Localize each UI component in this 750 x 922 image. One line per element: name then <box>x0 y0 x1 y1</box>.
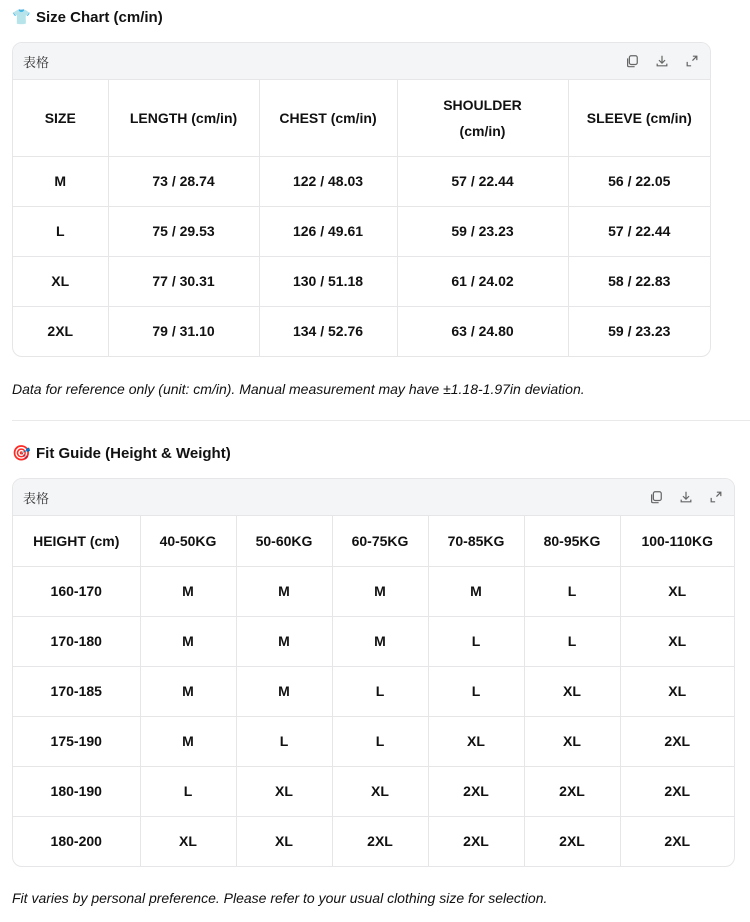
column-header: HEIGHT (cm) <box>13 516 140 566</box>
table-cell: XL <box>236 766 332 816</box>
shirt-icon: 👕 <box>12 8 31 26</box>
table-cell: XL <box>236 816 332 866</box>
table-cell: L <box>524 616 620 666</box>
table-cell: 126 / 49.61 <box>259 206 397 256</box>
table-cell: XL <box>620 616 734 666</box>
table-cell: M <box>140 716 236 766</box>
table-header-row <box>13 80 710 156</box>
table-cell: 2XL <box>428 766 524 816</box>
table-cell: 59 / 23.23 <box>608 323 671 340</box>
table-row <box>13 206 710 256</box>
fit-guide-toolbar <box>13 479 734 516</box>
size-chart-card <box>12 42 711 357</box>
table-cell: 160-170 <box>13 566 140 616</box>
table-cell: 170-180 <box>13 616 140 666</box>
table-row <box>13 306 710 356</box>
table-row <box>13 666 734 716</box>
table-row <box>13 716 734 766</box>
copy-icon[interactable] <box>624 53 640 69</box>
table-cell: 130 / 51.18 <box>259 256 397 306</box>
size-chart-heading <box>12 8 163 26</box>
table-cell: 2XL <box>524 816 620 866</box>
table-cell: M <box>13 156 108 206</box>
table-cell: 75 / 29.53 <box>108 206 259 256</box>
column-header: SIZE <box>13 80 108 156</box>
table-cell: XL <box>332 766 428 816</box>
table-cell: M <box>332 616 428 666</box>
table-cell: L <box>140 766 236 816</box>
column-header: 100-110KG <box>620 516 734 566</box>
size-chart-table-label: 表格 <box>23 55 50 71</box>
column-header: 50-60KG <box>236 516 332 566</box>
table-cell: 2XL <box>620 716 734 766</box>
table-row <box>13 816 734 866</box>
table-cell: L <box>13 206 108 256</box>
table-cell: 61 / 24.02 <box>397 256 568 306</box>
table-row <box>13 616 734 666</box>
table-cell: 175-190 <box>13 716 140 766</box>
column-header: 60-75KG <box>332 516 428 566</box>
table-cell: 77 / 30.31 <box>108 256 259 306</box>
target-icon: 🎯 <box>12 444 31 462</box>
table-cell: 63 / 24.80 <box>397 306 568 356</box>
column-header: CHEST (cm/in) <box>259 80 397 156</box>
expand-icon[interactable] <box>708 489 724 505</box>
table-cell: L <box>524 566 620 616</box>
table-cell: 73 / 28.74 <box>108 156 259 206</box>
table-cell: XL <box>524 716 620 766</box>
table-cell: XL <box>140 816 236 866</box>
table-cell: M <box>236 566 332 616</box>
table-cell: M <box>236 666 332 716</box>
column-header: LENGTH (cm/in) <box>108 80 259 156</box>
table-cell: 2XL <box>428 816 524 866</box>
column-header: 40-50KG <box>140 516 236 566</box>
table-cell: M <box>236 616 332 666</box>
table-cell: 170-185 <box>13 666 140 716</box>
table-cell: 180-190 <box>13 766 140 816</box>
size-chart-note: Data for reference only (unit: cm/in). Manual measurement may have ±1.18-1.97in deviation. <box>12 381 585 397</box>
table-cell: 180-200 <box>13 816 140 866</box>
fit-guide-card <box>12 478 735 867</box>
table-header-row <box>13 516 734 566</box>
table-cell: XL <box>524 666 620 716</box>
table-cell: 58 / 22.83 <box>568 256 710 306</box>
column-header: 70-85KG <box>428 516 524 566</box>
table-cell: M <box>140 616 236 666</box>
table-cell: 57 / 22.44 <box>568 206 710 256</box>
table-cell: XL <box>428 716 524 766</box>
table-cell: L <box>236 716 332 766</box>
size-chart-table <box>13 80 710 356</box>
table-row <box>13 566 734 616</box>
size-chart-title: Size Chart (cm/in) <box>36 8 163 26</box>
table-cell: 2XL <box>664 833 691 850</box>
table-cell: 59 / 23.23 <box>397 206 568 256</box>
table-cell: XL <box>13 256 108 306</box>
section-divider <box>12 420 750 421</box>
table-cell: M <box>140 566 236 616</box>
table-cell: XL <box>620 666 734 716</box>
download-icon[interactable] <box>654 53 670 69</box>
table-cell: M <box>332 566 428 616</box>
table-cell: 2XL <box>524 766 620 816</box>
table-cell: 2XL <box>13 306 108 356</box>
table-row <box>13 766 734 816</box>
table-cell: L <box>332 716 428 766</box>
table-cell: 79 / 31.10 <box>108 306 259 356</box>
table-cell: 57 / 22.44 <box>397 156 568 206</box>
table-row <box>13 156 710 206</box>
table-cell: L <box>428 666 524 716</box>
column-header: SHOULDER (cm/in) <box>397 80 568 156</box>
fit-guide-table-label: 表格 <box>23 491 50 507</box>
fit-guide-title: Fit Guide (Height & Weight) <box>36 444 231 462</box>
copy-icon[interactable] <box>648 489 664 505</box>
expand-icon[interactable] <box>684 53 700 69</box>
table-cell: 134 / 52.76 <box>259 306 397 356</box>
table-cell: 56 / 22.05 <box>568 156 710 206</box>
table-cell: M <box>140 666 236 716</box>
table-cell: 122 / 48.03 <box>259 156 397 206</box>
column-header: 80-95KG <box>524 516 620 566</box>
fit-guide-table <box>13 516 734 866</box>
table-row <box>13 256 710 306</box>
size-chart-toolbar <box>13 43 710 80</box>
table-cell: 2XL <box>332 816 428 866</box>
table-cell: L <box>332 666 428 716</box>
table-cell: 2XL <box>620 766 734 816</box>
table-cell: XL <box>620 566 734 616</box>
column-header: SLEEVE (cm/in) <box>568 80 710 156</box>
fit-guide-heading <box>12 444 231 462</box>
table-cell: M <box>428 566 524 616</box>
fit-guide-note: Fit varies by personal preference. Please refer to your usual clothing size for selection. <box>12 890 548 906</box>
download-icon[interactable] <box>678 489 694 505</box>
table-cell: L <box>428 616 524 666</box>
